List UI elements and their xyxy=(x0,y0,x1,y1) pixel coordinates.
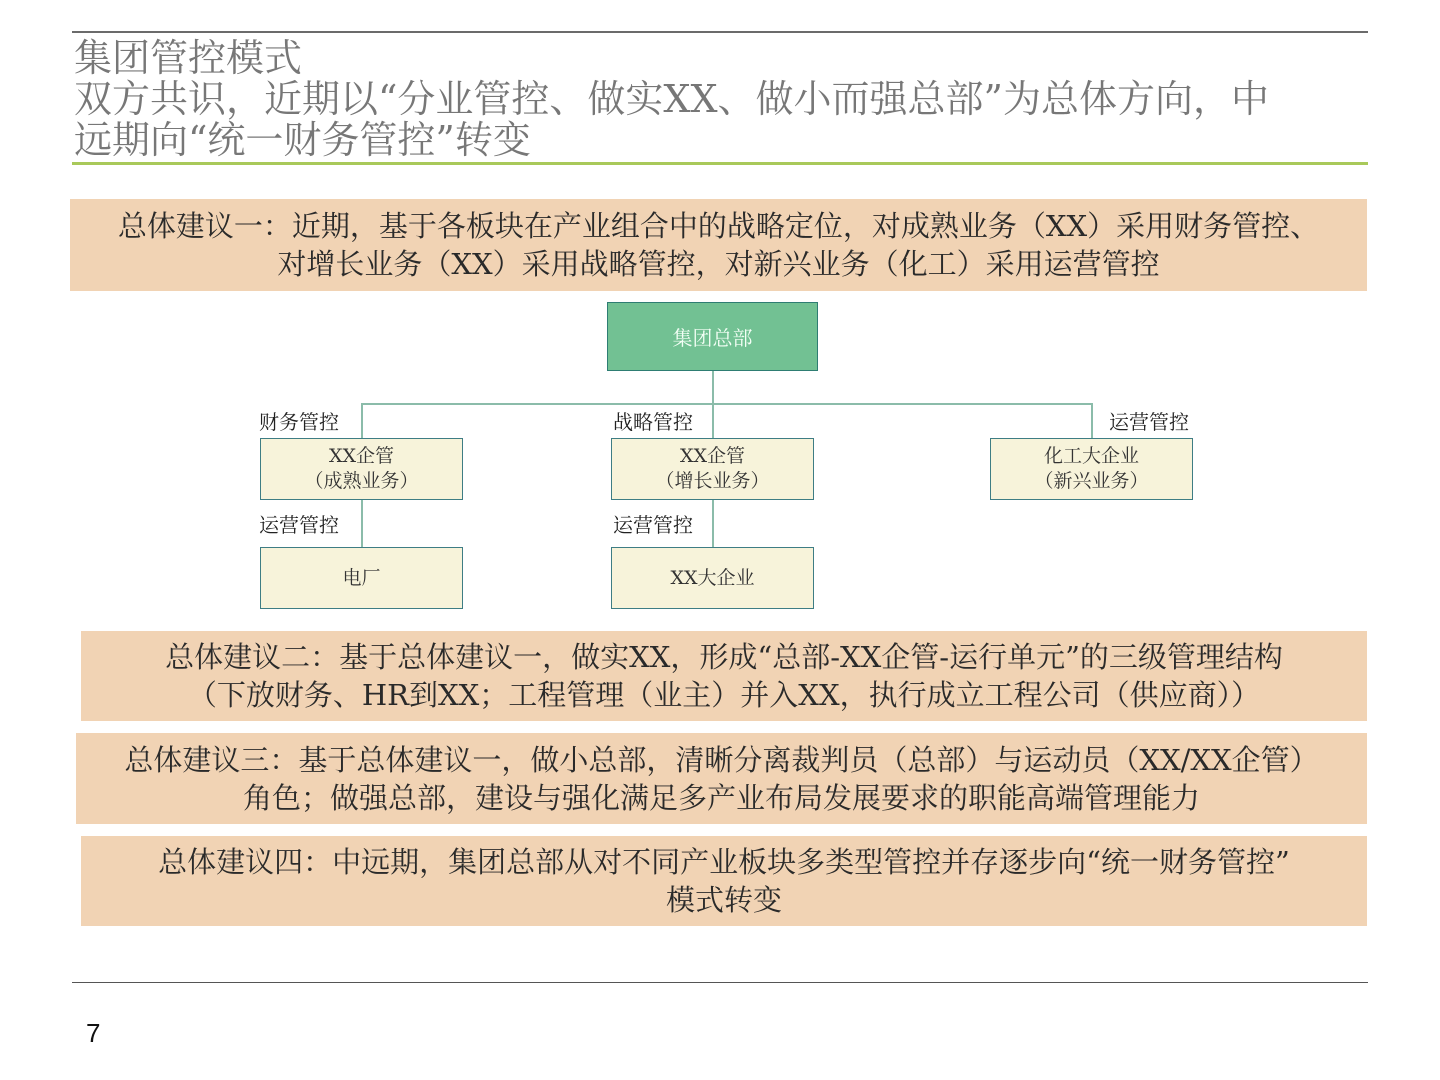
control-label: 运营管控 xyxy=(613,513,693,537)
title-line: 双方共识，近期以“分业管控、做实XX、做小而强总部”为总体方向，中 xyxy=(74,77,1269,121)
title-underline xyxy=(72,162,1368,165)
connector xyxy=(361,403,363,438)
org-node-growth xyxy=(611,438,814,500)
node-label: 电厂 xyxy=(342,566,381,589)
rec-line: 总体建议四：中远期，集团总部从对不同产业板块多类型管控并存逐步向“统一财务管控” xyxy=(158,845,1290,879)
rec-line: 总体建议三：基于总体建议一，做小总部，清晰分离裁判员（总部）与运动员（XX/XX企管） xyxy=(124,742,1319,777)
node-sublabel: （新兴业务） xyxy=(1034,470,1149,492)
org-node-mature xyxy=(260,438,463,500)
control-label: 战略管控 xyxy=(613,410,693,434)
title-line: 远期向“统一财务管控”转变 xyxy=(74,118,531,162)
control-label: 运营管控 xyxy=(259,513,339,537)
control-label: 运营管控 xyxy=(1109,410,1189,434)
node-label: XX企管 xyxy=(679,445,746,467)
node-label: XX大企业 xyxy=(670,566,755,589)
org-node-power-plant xyxy=(260,547,463,609)
node-label: XX企管 xyxy=(328,445,395,467)
title-line: 集团管控模式 xyxy=(74,36,303,80)
recommendation-1 xyxy=(70,199,1367,291)
rec-line: 总体建议二：基于总体建议一，做实XX，形成“总部-XX企管-运行单元”的三级管理结构 xyxy=(165,640,1283,674)
rec-line: 总体建议一：近期，基于各板块在产业组合中的战略定位，对成熟业务（XX）采用财务管控、 xyxy=(117,209,1320,243)
page-title xyxy=(74,38,1374,161)
recommendation-3 xyxy=(76,733,1367,824)
recommendation-2 xyxy=(81,631,1367,721)
recommendation-4 xyxy=(81,836,1367,926)
page-number: 7 xyxy=(86,1018,101,1048)
connector xyxy=(712,500,714,547)
connector xyxy=(361,500,363,547)
rec-line: 模式转变 xyxy=(665,883,782,917)
node-sublabel: （增长业务） xyxy=(655,470,770,492)
org-root-hq: 集团总部 xyxy=(607,302,818,371)
rec-line: （下放财务、HR到XX；工程管理（业主）并入XX，执行成立工程公司（供应商）） xyxy=(187,678,1261,712)
rec-line: 对增长业务（XX）采用战略管控，对新兴业务（化工）采用运营管控 xyxy=(277,247,1160,281)
node-sublabel: （成熟业务） xyxy=(304,470,419,492)
connector xyxy=(1091,403,1093,438)
org-node-emerging xyxy=(990,438,1193,500)
rec-line: 角色；做强总部，建设与强化满足多产业布局发展要求的职能高端管理能力 xyxy=(242,780,1200,815)
control-label: 财务管控 xyxy=(259,410,339,434)
node-label: 化工大企业 xyxy=(1043,445,1139,467)
connector xyxy=(361,403,1093,405)
footer-rule xyxy=(72,982,1368,983)
org-node-xx-enterprise xyxy=(611,547,814,609)
top-rule xyxy=(72,31,1368,33)
